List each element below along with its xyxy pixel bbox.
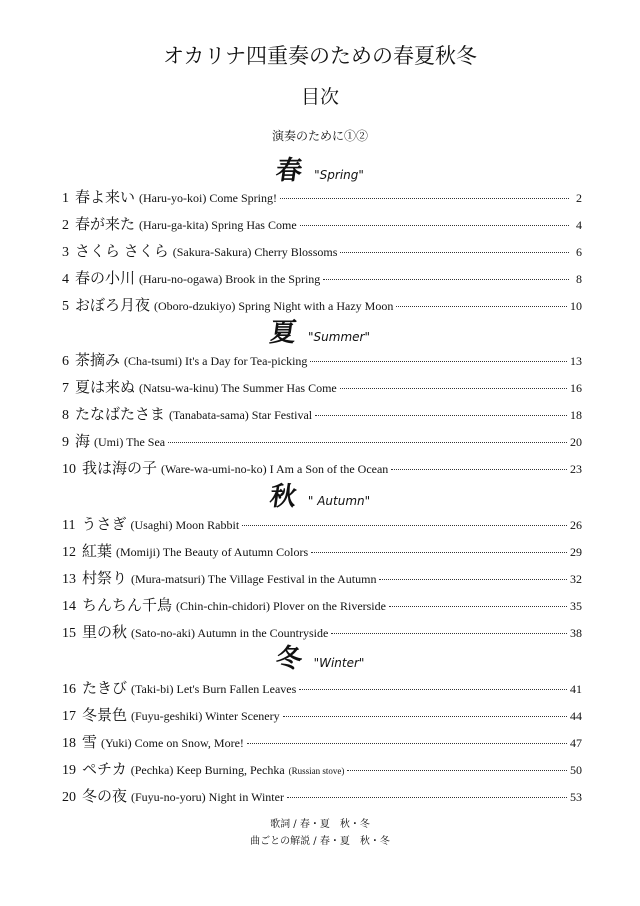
entry-english-title: (Pechka) Keep Burning, Pechka bbox=[130, 763, 285, 777]
toc-entry[interactable] bbox=[62, 540, 582, 562]
entry-number: 9 bbox=[62, 435, 69, 450]
entry-number: 16 bbox=[62, 682, 76, 697]
dot-leader bbox=[340, 252, 569, 253]
toc-entry[interactable] bbox=[62, 677, 582, 699]
toc-entry[interactable] bbox=[62, 567, 582, 589]
dot-leader bbox=[340, 388, 567, 389]
entry-page-number: 23 bbox=[570, 462, 582, 476]
toc-entry[interactable] bbox=[62, 430, 582, 452]
entry-page-number: 8 bbox=[576, 272, 582, 286]
entry-english-title: (Sato-no-aki) Autumn in the Countryside bbox=[131, 626, 329, 640]
toc-entry[interactable] bbox=[62, 240, 582, 262]
entry-page-number: 32 bbox=[570, 572, 582, 586]
entry-english-title: (Yuki) Come on Snow, More! bbox=[101, 736, 244, 750]
dot-leader bbox=[331, 633, 567, 634]
entry-page-number: 20 bbox=[570, 435, 582, 449]
entry-english-title: (Cha-tsumi) It's a Day for Tea-picking bbox=[124, 354, 308, 368]
toc-entry[interactable] bbox=[62, 349, 582, 371]
entry-japanese-title: さくら さくら bbox=[75, 244, 169, 260]
entry-japanese-title: たなばたさま bbox=[75, 407, 166, 423]
dot-leader bbox=[347, 770, 567, 771]
dot-leader bbox=[315, 415, 567, 416]
entry-japanese-title: 紅葉 bbox=[82, 544, 113, 560]
entry-number: 5 bbox=[62, 299, 69, 314]
entry-page-number: 4 bbox=[576, 218, 582, 232]
dot-leader bbox=[389, 606, 567, 607]
entry-japanese-title: 海 bbox=[75, 434, 91, 450]
entry-number: 3 bbox=[62, 245, 69, 260]
entry-japanese-title: 春よ来い bbox=[75, 190, 136, 206]
toc-entry[interactable] bbox=[62, 376, 582, 398]
entry-japanese-title: 村祭り bbox=[82, 571, 128, 587]
section-kanji: 夏 bbox=[267, 318, 299, 348]
entry-english-title: (Fuyu-geshiki) Winter Scenery bbox=[131, 709, 280, 723]
dot-leader bbox=[311, 552, 567, 553]
entry-japanese-title: 春が来た bbox=[75, 217, 136, 233]
toc-entry[interactable] bbox=[62, 704, 582, 726]
entry-page-number: 18 bbox=[570, 408, 582, 422]
entry-page-number: 13 bbox=[570, 354, 582, 368]
entry-japanese-title: 冬の夜 bbox=[82, 789, 128, 805]
entry-japanese-title: 茶摘み bbox=[75, 353, 121, 369]
entry-english-title: (Momiji) The Beauty of Autumn Colors bbox=[116, 545, 309, 559]
toc-entry[interactable] bbox=[62, 594, 582, 616]
entry-page-number: 50 bbox=[570, 763, 582, 777]
entry-page-number: 44 bbox=[570, 709, 582, 723]
entry-number: 4 bbox=[62, 272, 69, 287]
entry-number: 15 bbox=[62, 626, 76, 641]
section-english: " Autumn" bbox=[307, 494, 371, 508]
entry-english-title: (Umi) The Sea bbox=[94, 435, 166, 449]
dot-leader bbox=[391, 469, 567, 470]
dot-leader bbox=[242, 525, 567, 526]
section-header-summer bbox=[0, 318, 640, 348]
section-header-autumn bbox=[0, 482, 640, 512]
toc-entry[interactable] bbox=[62, 186, 582, 208]
dot-leader bbox=[287, 797, 567, 798]
entry-english-title: (Tanabata-sama) Star Festival bbox=[169, 408, 313, 422]
section-kanji: 秋 bbox=[267, 482, 298, 512]
entry-page-number: 47 bbox=[570, 736, 582, 750]
entry-english-title: (Natsu-wa-kinu) The Summer Has Come bbox=[139, 381, 337, 395]
entry-page-number: 16 bbox=[570, 381, 582, 395]
entry-number: 13 bbox=[62, 572, 76, 587]
entry-japanese-title: 冬景色 bbox=[82, 708, 128, 724]
entry-english-title: (Chin-chin-chidori) Plover on the Riverside bbox=[176, 599, 386, 613]
entry-number: 11 bbox=[62, 518, 76, 533]
entry-number: 19 bbox=[62, 763, 76, 778]
entry-english-title: (Haru-no-ogawa) Brook in the Spring bbox=[139, 272, 321, 286]
entry-page-number: 35 bbox=[570, 599, 582, 613]
entry-page-number: 41 bbox=[570, 682, 582, 696]
entry-english-title: (Haru-ga-kita) Spring Has Come bbox=[139, 218, 297, 232]
entry-number: 18 bbox=[62, 736, 76, 751]
toc-entry[interactable] bbox=[62, 785, 582, 807]
toc-entry[interactable] bbox=[62, 267, 582, 289]
entry-english-title: (Taki-bi) Let's Burn Fallen Leaves bbox=[131, 682, 297, 696]
entry-page-number: 29 bbox=[570, 545, 582, 559]
section-kanji: 春 bbox=[274, 156, 305, 186]
intro-link[interactable]: 演奏のために①② bbox=[271, 129, 368, 143]
entry-japanese-title: 里の秋 bbox=[82, 625, 128, 641]
entry-japanese-title: たきび bbox=[82, 681, 128, 697]
entry-page-number: 2 bbox=[576, 191, 582, 205]
dot-leader bbox=[299, 689, 567, 690]
entry-japanese-title: 春の小川 bbox=[75, 271, 136, 287]
entry-number: 17 bbox=[62, 709, 76, 724]
dot-leader bbox=[283, 716, 567, 717]
entry-japanese-title: ちんちん千鳥 bbox=[82, 598, 173, 614]
dot-leader bbox=[323, 279, 569, 280]
entry-japanese-title: 雪 bbox=[82, 735, 98, 751]
section-english: "Winter" bbox=[313, 656, 365, 670]
entry-page-number: 26 bbox=[570, 518, 582, 532]
entry-note: (Russian stove) bbox=[288, 766, 345, 776]
footer-notes-link[interactable]: 曲ごとの解説 / 春・夏 秋・冬 bbox=[250, 836, 390, 847]
section-header-spring bbox=[0, 156, 640, 186]
entry-number: 8 bbox=[62, 408, 69, 423]
entry-page-number: 53 bbox=[570, 790, 582, 804]
entry-english-title: (Usaghi) Moon Rabbit bbox=[130, 518, 240, 532]
entry-english-title: (Fuyu-no-yoru) Night in Winter bbox=[131, 790, 284, 804]
toc-entry[interactable] bbox=[62, 621, 582, 643]
entry-page-number: 38 bbox=[570, 626, 582, 640]
entry-number: 6 bbox=[62, 354, 69, 369]
entry-english-title: (Mura-matsuri) The Village Festival in the Autumn bbox=[131, 572, 377, 586]
dot-leader bbox=[168, 442, 567, 443]
section-header-winter bbox=[0, 644, 640, 674]
entry-number: 14 bbox=[62, 599, 76, 614]
dot-leader bbox=[379, 579, 567, 580]
toc-entry[interactable] bbox=[62, 457, 582, 479]
entry-japanese-title: うさぎ bbox=[81, 517, 127, 533]
entry-number: 12 bbox=[62, 545, 76, 560]
page-subtitle: 目次 bbox=[300, 86, 339, 108]
entry-japanese-title: 夏は来ぬ bbox=[75, 380, 136, 396]
entry-english-title: (Sakura-Sakura) Cherry Blossoms bbox=[172, 245, 338, 259]
dot-leader bbox=[247, 743, 567, 744]
toc-entry[interactable] bbox=[62, 758, 582, 780]
entry-japanese-title: ペチカ bbox=[82, 762, 127, 778]
toc-entry[interactable] bbox=[62, 294, 582, 316]
footer-lyrics-link[interactable]: 歌詞 / 春・夏 秋・冬 bbox=[270, 819, 370, 830]
entry-number: 20 bbox=[62, 790, 76, 805]
dot-leader bbox=[280, 198, 569, 199]
dot-leader bbox=[396, 306, 567, 307]
entry-japanese-title: 我は海の子 bbox=[82, 461, 158, 477]
toc-entry[interactable] bbox=[62, 213, 582, 235]
entry-number: 1 bbox=[62, 191, 69, 206]
entry-japanese-title: おぼろ月夜 bbox=[75, 298, 151, 314]
page-title: オカリナ四重奏のための春夏秋冬 bbox=[163, 44, 477, 68]
entry-english-title: (Haru-yo-koi) Come Spring! bbox=[139, 191, 277, 205]
dot-leader bbox=[300, 225, 569, 226]
section-english: "Summer" bbox=[308, 330, 370, 344]
entry-page-number: 6 bbox=[576, 245, 582, 259]
dot-leader bbox=[310, 361, 567, 362]
entry-english-title: (Ware-wa-umi-no-ko) I Am a Son of the Ocean bbox=[161, 462, 389, 476]
entry-number: 2 bbox=[62, 218, 69, 233]
toc-entry[interactable] bbox=[62, 731, 582, 753]
toc-entry[interactable] bbox=[62, 513, 582, 535]
section-kanji: 冬 bbox=[273, 644, 304, 674]
section-english: "Spring" bbox=[314, 168, 364, 182]
entry-page-number: 10 bbox=[570, 299, 582, 313]
toc-entry[interactable] bbox=[62, 403, 582, 425]
entry-english-title: (Oboro-dzukiyo) Spring Night with a Hazy Moon bbox=[154, 299, 394, 313]
entry-number: 7 bbox=[62, 381, 69, 396]
entry-number: 10 bbox=[62, 462, 76, 477]
